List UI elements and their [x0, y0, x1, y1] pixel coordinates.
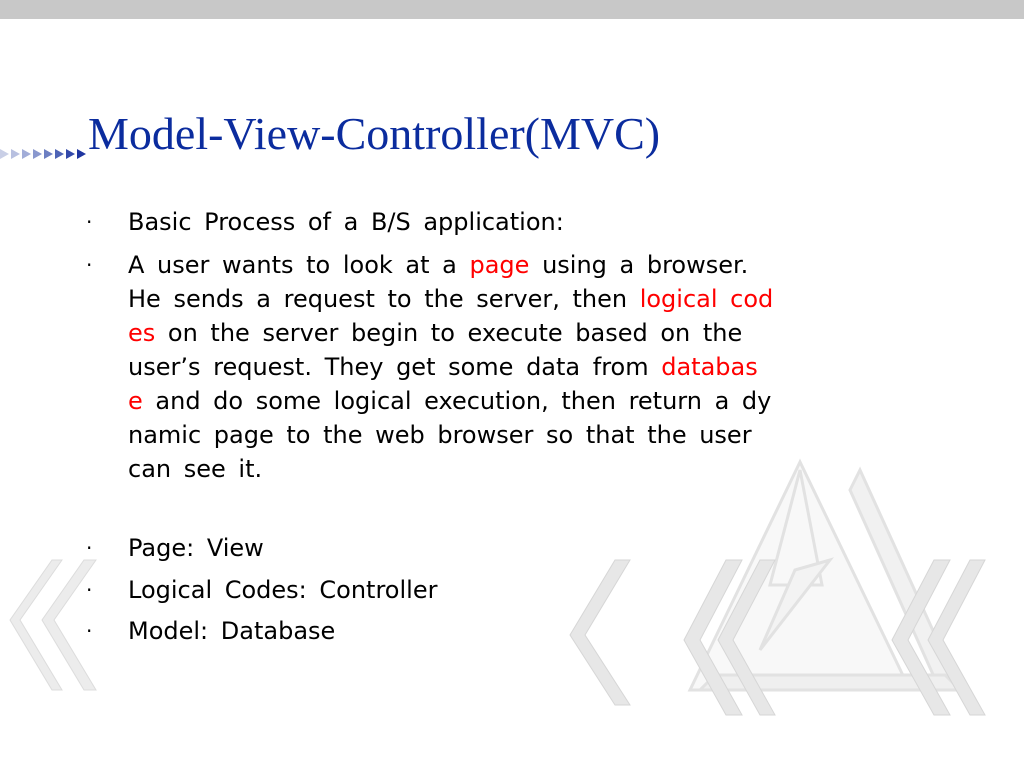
highlighted-term: logical cod — [639, 285, 774, 313]
paragraph-line — [128, 316, 938, 350]
paragraph-text: user’s request. They get some data from — [128, 353, 662, 381]
bullet-text: Page: View — [128, 534, 264, 562]
highlighted-term: page — [469, 251, 530, 279]
highlighted-term: e — [128, 387, 143, 415]
paragraph-line — [128, 384, 938, 418]
bullet-marker: · — [86, 536, 93, 560]
bullet-text: Logical Codes: Controller — [128, 576, 438, 604]
paragraph-text: using a browser. — [529, 251, 749, 279]
bullet-text: Basic Process of a B/S application: — [128, 208, 564, 236]
paragraph-line — [128, 350, 938, 384]
bullet-marker: · — [86, 253, 93, 277]
paragraph-line — [128, 282, 938, 316]
bullet-marker: · — [86, 578, 93, 602]
paragraph-text: He sends a request to the server, then — [128, 285, 640, 313]
paragraph-text: and do some logical execution, then return a dy — [142, 387, 772, 415]
bullet-paragraph — [128, 248, 938, 486]
bullet-marker: · — [86, 619, 93, 643]
slide-title: Model-View-Controller(MVC) — [88, 108, 661, 159]
paragraph-text: A user wants to look at a — [128, 251, 470, 279]
paragraph-text: can see it. — [128, 455, 263, 483]
paragraph-text: on the server begin to execute based on the — [155, 319, 743, 347]
paragraph-line — [128, 418, 938, 452]
paragraph-line — [128, 452, 938, 486]
paragraph-line — [128, 248, 938, 282]
bullet-text: Model: Database — [128, 617, 336, 645]
bullet-marker: · — [86, 210, 93, 234]
highlighted-term: es — [128, 319, 156, 347]
paragraph-text: namic page to the web browser so that the user — [128, 421, 752, 449]
highlighted-term: databas — [661, 353, 758, 381]
